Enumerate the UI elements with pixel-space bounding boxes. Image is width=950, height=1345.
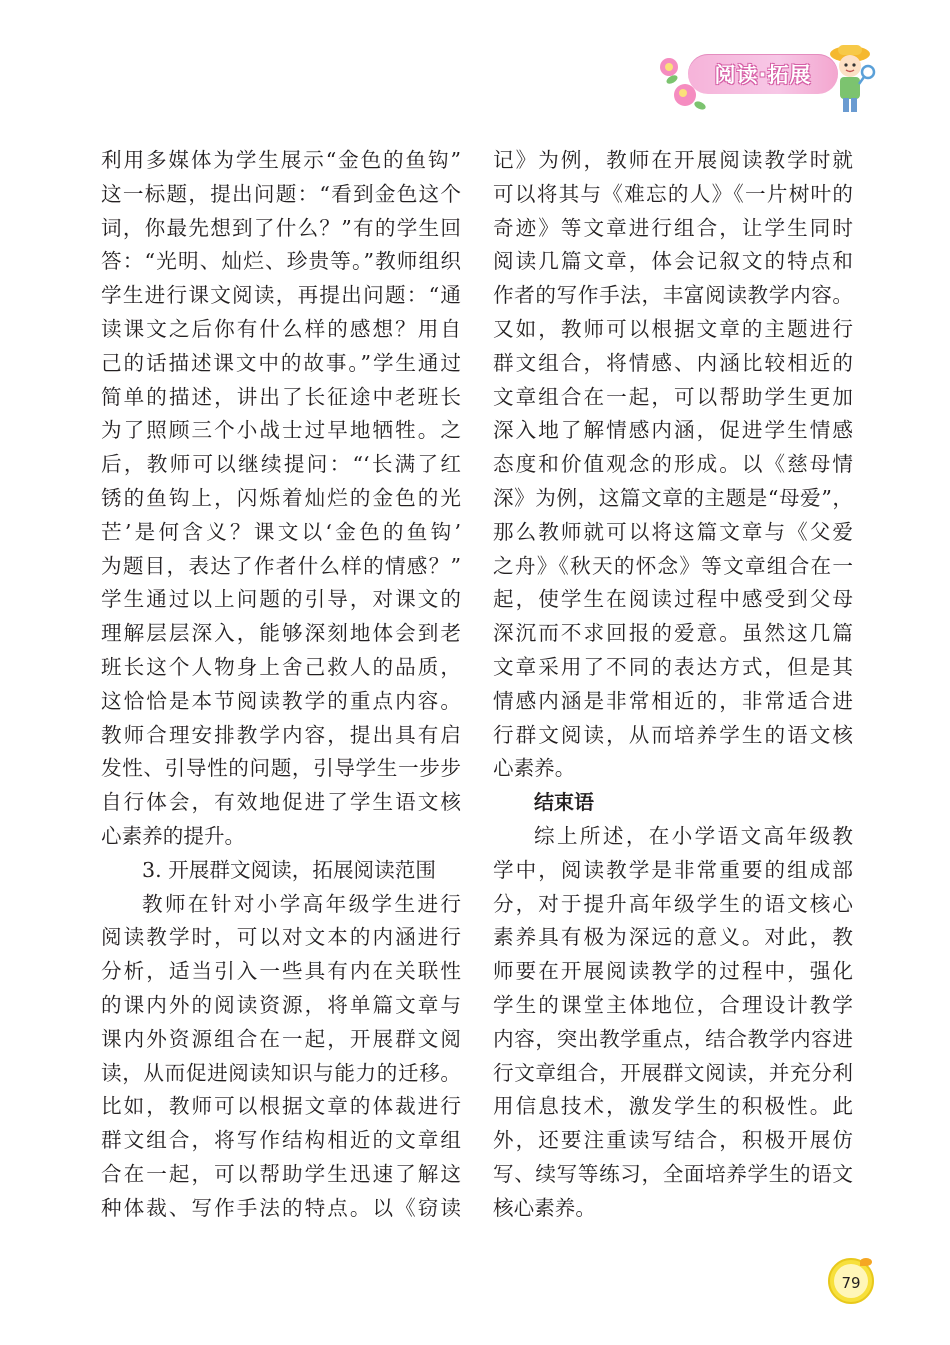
text-line: 这恰恰是本节阅读教学的重点内容。 (101, 688, 461, 713)
page-number: 79 (841, 1274, 861, 1292)
text-line: 种体裁、写作手法的特点。以《窃读 (101, 1195, 461, 1220)
text-line: 己的话描述课文中的故事。”学生通过 (101, 350, 461, 375)
text-line: 素养具有极为深远的意义。对此，教 (493, 925, 853, 950)
text-line: 可以将其与《难忘的人》《一片树叶的 (493, 181, 853, 206)
conclusion-heading: 结束语 (534, 790, 594, 815)
badge-label: 阅读·拓展 (714, 63, 812, 87)
text-line: 综上所述，在小学语文高年级教 (534, 823, 853, 848)
text-line: 群文组合，将写作结构相近的文章组 (101, 1128, 461, 1153)
text-line: 简单的描述，讲出了长征途中老班长 (101, 384, 461, 409)
text-line: 深入地了解情感内涵，促进学生情感 (493, 418, 853, 443)
flower-icon (660, 58, 678, 76)
text-line: 文章组合在一起，可以帮助学生更加 (493, 384, 853, 409)
text-line: 群文组合，将情感、内涵比较相近的 (493, 350, 853, 375)
right-column (493, 144, 853, 1226)
text-line: 学中，阅读教学是非常重要的组成部 (493, 857, 853, 882)
text-line: 答：“光明、灿烂、珍贵等。”教师组织 (101, 249, 461, 274)
text-line: 比如，教师可以根据文章的体裁进行 (101, 1094, 461, 1119)
text-line: 为了照顾三个小战士过早地牺牲。之 (101, 418, 461, 443)
text-line: 理解层层深入，能够深刻地体会到老 (101, 621, 461, 646)
text-line: 师要在开展阅读教学的过程中，强化 (493, 959, 853, 984)
text-line: 分析，适当引入一些具有内在关联性 (101, 959, 461, 984)
text-line: 锈的鱼钩上，闪烁着灿烂的金色的光 (101, 485, 461, 510)
text-line: 读课文之后你有什么样的感想？用自 (101, 316, 461, 341)
text-line: 班长这个人物身上舍己救人的品质， (101, 654, 461, 679)
text-line: 芒’是何含义？课文以‘金色的鱼钩’ (101, 519, 461, 544)
text-line: 奇迹》等文章进行组合，让学生同时 (493, 215, 853, 240)
text-line: 学生通过以上问题的引导，对课文的 (101, 587, 461, 612)
explorer-kid-icon (828, 42, 878, 116)
text-line: 学生进行课文阅读，再提出问题：“通 (101, 283, 461, 308)
text-line: 内容，突出教学重点，结合教学内容进 (493, 1026, 853, 1051)
text-line: 深》为例，这篇文章的主题是“母爱”， (493, 485, 853, 510)
text-line: 写、续写等练习，全面培养学生的语文 (493, 1161, 853, 1186)
page-number-badge (824, 1254, 878, 1308)
text-line: 阅读教学时，可以对文本的内涵进行 (101, 925, 461, 950)
text-line: 自行体会，有效地促进了学生语文核 (101, 790, 461, 815)
text-line: 之舟》《秋天的怀念》等文章组合在一 (493, 553, 853, 578)
text-line: 词，你最先想到了什么？”有的学生回 (101, 215, 461, 240)
text-line: 读，从而促进阅读知识与能力的迁移。 (101, 1060, 461, 1085)
text-line: 发性、引导性的问题，引导学生一步步 (101, 756, 461, 781)
text-line: 学生的课堂主体地位，合理设计教学 (493, 992, 853, 1017)
text-line: 心素养。 (493, 756, 576, 781)
leaf-decoration (693, 100, 707, 111)
text-line: 外，还要注重读写结合，积极开展仿 (493, 1128, 853, 1153)
text-line: 这一标题，提出问题：“看到金色这个 (101, 181, 461, 206)
text-line: 用信息技术，激发学生的积极性。此 (493, 1094, 853, 1119)
text-line: 心素养的提升。 (101, 823, 246, 848)
text-line: 行文章组合，开展群文阅读，并充分利 (493, 1060, 853, 1085)
text-line: 教师合理安排教学内容，提出具有启 (101, 722, 461, 747)
left-column (101, 144, 461, 1226)
text-line: 教师在针对小学高年级学生进行 (142, 891, 461, 916)
text-line: 阅读几篇文章，体会记叙文的特点和 (493, 249, 853, 274)
text-line: 后，教师可以继续提问：“‘长满了红 (101, 452, 461, 477)
text-line: 作者的写作手法，丰富阅读教学内容。 (493, 283, 853, 308)
text-line: 深沉而不求回报的爱意。虽然这几篇 (493, 621, 853, 646)
text-line: 分，对于提升高年级学生的语文核心 (493, 891, 853, 916)
section-badge (660, 40, 880, 120)
text-line: 为题目，表达了作者什么样的情感？” (101, 553, 461, 578)
text-line: 合在一起，可以帮助学生迅速了解这 (101, 1161, 461, 1186)
text-line: 的课内外的阅读资源，将单篇文章与 (101, 992, 461, 1017)
badge-banner (688, 54, 838, 94)
text-line: 文章采用了不同的表达方式，但是其 (493, 654, 853, 679)
text-line: 利用多媒体为学生展示“金色的鱼钩” (101, 148, 461, 172)
text-line: 课内外资源组合在一起，开展群文阅 (101, 1026, 461, 1051)
text-line: 核心素养。 (493, 1195, 596, 1220)
text-line: 记》为例，教师在开展阅读教学时就 (493, 148, 853, 172)
text-line: 情感内涵是非常相近的，非常适合进 (493, 688, 853, 713)
section-heading: 3. 开展群文阅读，拓展阅读范围 (142, 857, 436, 882)
text-line: 行群文阅读，从而培养学生的语文核 (493, 722, 853, 747)
text-line: 起，使学生在阅读过程中感受到父母 (493, 587, 853, 612)
text-line: 态度和价值观念的形成。以《慈母情 (493, 452, 853, 477)
text-line: 那么教师就可以将这篇文章与《父爱 (493, 519, 853, 544)
text-line: 又如，教师可以根据文章的主题进行 (493, 316, 853, 341)
